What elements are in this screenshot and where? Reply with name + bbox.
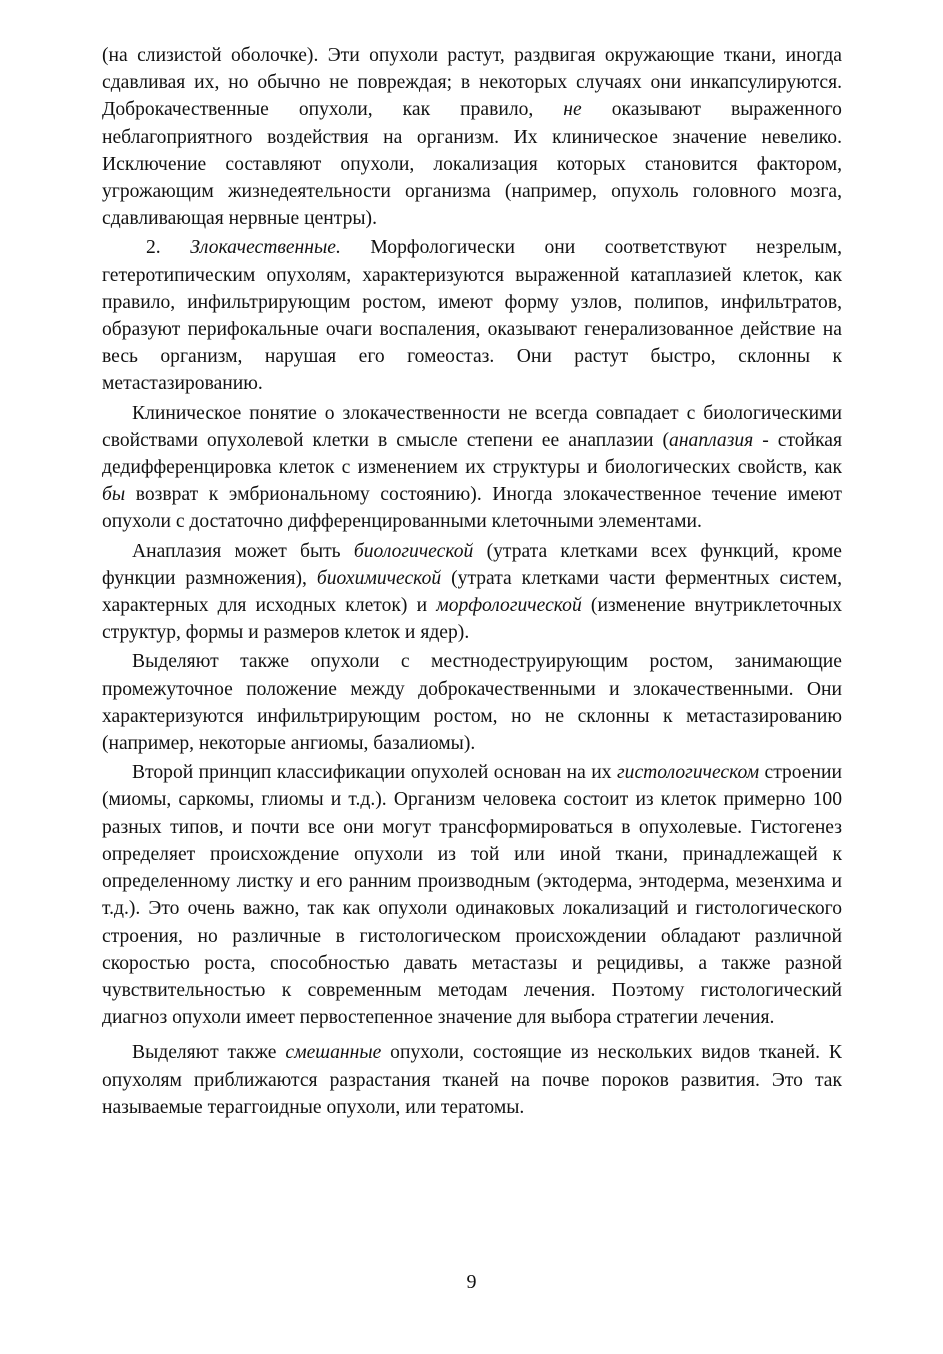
italic-text: не <box>563 99 582 121</box>
italic-text: морфологической <box>436 595 582 617</box>
text-run: (утрата клетками части ферментных систем, характерных для исходных клеток) и <box>102 567 842 617</box>
text-run: опухоли, состоящие из нескольких видов тканей. К опухолям приближаются разрастания тканей на почве пороков развития. Это так называемые тераггоидные опухоли, или тератомы. <box>102 1042 842 1118</box>
page-number: 9 <box>466 1271 477 1293</box>
text-run: Второй принцип классификации опухолей основан на их <box>132 762 617 784</box>
text-run: (на слизистой оболочке). Эти опухоли растут, раздвигая окружающие ткани, иногда сдавливая их, но обычно не повреждая; в некоторых случаях они инкапсулируются. Доброкачественные опухоли, как правило, <box>102 45 842 121</box>
text-run: Анаплазия может быть <box>132 540 354 562</box>
page-body <box>102 42 842 1121</box>
paragraph-7 <box>102 1039 842 1121</box>
italic-text: биохимической <box>316 567 442 589</box>
text-run: возврат к эмбриональному состоянию). Иногда злокачественное течение имеют опухоли с достаточно дифференцированными клеточными элементами. <box>102 484 842 533</box>
italic-text: гистологическом <box>617 762 760 784</box>
text-run: 2. <box>146 237 191 259</box>
text-run: Морфологически они соответствуют незрелым, гетеротипическим опухолям, характеризуются выраженной катаплазией клеток, как правило, инфильтрирующим ростом, имеют форму узлов, полипов, инфильтратов, образуют перифокальные очаги воспаления, оказывают генерализованное действие на весь организм, нарушая его гомеостаз. Они растут быстро, склонны к метастазированию. <box>102 237 843 395</box>
text-run: Выделяют также опухоли с местнодеструирующим ростом, занимающие промежуточное положение между доброкачественными и злокачественными. Они характеризуются инфильтрирующим ростом, но не склонны к метастазированию (например, некоторые ангиомы, базалиомы). <box>102 651 842 755</box>
italic-text: бы <box>102 484 126 506</box>
paragraph-1 <box>102 42 842 232</box>
text-run: Выделяют также <box>132 1042 286 1064</box>
italic-text: анаплазия <box>669 429 754 451</box>
text-run: строении (миомы, саркомы, глиомы и т.д.). Организм человека состоит из клеток примерно 100 разных типов, и почти все они могут трансформироваться в опухолевые. Гистогенез определяет происхождение опухоли из той или иной ткани, принадлежащей к определенному листку и его ранним производным (эктодерма, энтодерма, мезенхима и т.д.). Это очень важно, так как опухоли одинаковых локализаций и гистологического строения, но различные в гистологическом происхождении обладают различной скоростью роста, способностью давать метастазы и рецидивы, а также разной чувствительностью к современным методам лечения. Поэтому гистологический диагноз опухоли имеет первостепенное значение для выбора стратегии лечения. <box>102 762 843 1029</box>
paragraph-6 <box>102 759 842 1031</box>
italic-text: Злокачественные. <box>190 237 341 259</box>
text-run: (утрата клетками всех функций, кроме функции размножения), <box>102 540 842 589</box>
text-run: - стойкая дедифференцировка клеток с изменением их структуры и биологических свойств, как <box>102 429 842 479</box>
paragraph-5 <box>102 648 842 757</box>
text-run: (изменение внутриклеточных структур, формы и размеров клеток и ядер). <box>102 595 842 644</box>
paragraph-4 <box>102 538 842 647</box>
italic-text: смешанные <box>285 1042 382 1064</box>
text-run: оказывают выраженного неблагоприятного воздействия на организм. Их клиническое значение невелико. Исключение составляют опухоли, локализация которых становится фактором, угрожающим жизнедеятельности организма (например, опухоль головного мозга, сдавливающая нервные центры). <box>102 99 842 230</box>
paragraph-2 <box>102 234 842 397</box>
italic-text: биологической <box>353 540 474 562</box>
paragraph-3 <box>102 400 842 536</box>
text-run: Клиническое понятие о злокачественности не всегда совпадает с биологическими свойствами опухолевой клетки в смысле степени ее анаплазии ( <box>102 402 842 451</box>
